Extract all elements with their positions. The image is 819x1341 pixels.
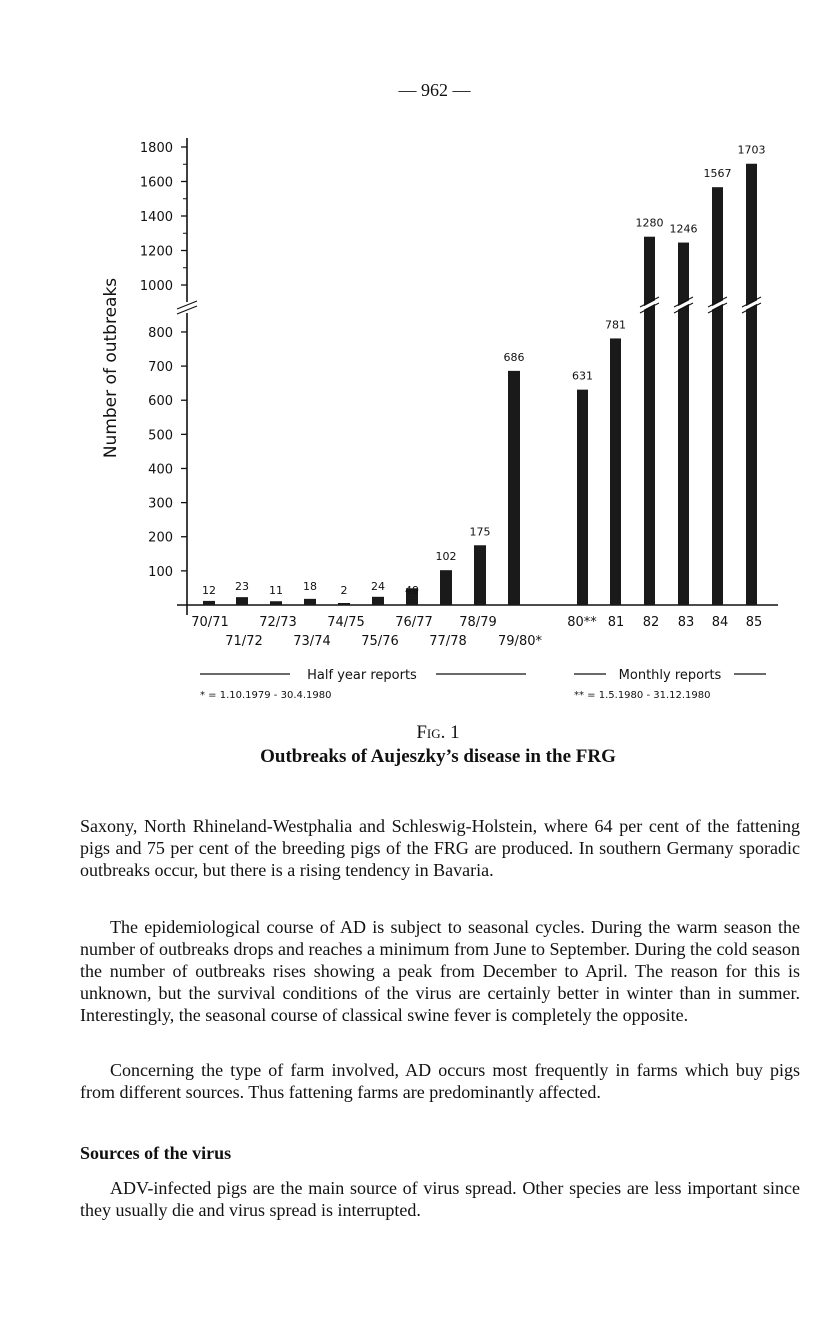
y-tick-label: 500 [148,428,173,444]
y-tick-label: 1000 [139,279,173,294]
data-label-79-80: 686 [503,350,525,364]
paragraph-3: Concerning the type of farm involved, AD occurs most frequently in farms which buy pigs from different sources. Thus fattening farms are predominantly affected. [80,1060,800,1102]
y-tick-label: 600 [148,394,173,410]
y-tick-label: 1600 [139,175,173,191]
data-label-77-78: 102 [435,550,457,564]
figure-label: Fig. 1 [416,722,460,743]
data-label-83: 1246 [669,222,698,236]
data-label-73-74: 18 [303,580,317,593]
data-label-76-77: 49 [405,584,419,597]
y-tick-label: 1200 [139,244,173,260]
x-tick-label-85: 85 [745,615,763,630]
y-tick-label: 100 [148,564,173,580]
data-label-72-73: 11 [269,584,283,597]
bar-78-79 [474,545,486,605]
y-tick-label: 700 [148,360,173,376]
x-tick-label-80: 80** [567,615,597,630]
bar-83 [678,243,689,605]
data-label-78-79: 175 [469,525,491,539]
data-label-75-76: 24 [371,580,385,593]
y-axis-label: Number of outbreaks [101,277,121,459]
data-label-70-71: 12 [202,584,216,597]
x-tick-label-78-79: 78/79 [459,615,497,630]
bar-79-80 [508,371,520,605]
bar-85 [746,164,757,605]
bar-77-78 [440,570,452,605]
bar-72-73 [270,601,282,605]
y-tick-label: 1800 [139,141,173,156]
bar-84 [712,187,723,605]
y-tick-label: 300 [148,496,173,512]
y-tick-label: 200 [148,530,173,546]
bar-80 [577,390,588,605]
section-paragraph: ADV-infected pigs are the main source of virus spread. Other species are less important since they usually die and virus spread is interrupted. [80,1178,800,1220]
paragraph-2: The epidemiological course of AD is subject to seasonal cycles. During the warm season the number of outbreaks drops and reaches a minimum from June to September. During the cold season the number of outbreaks rises showing a peak from December to April. The reason for this is unknown, but the survival conditions of the virus are certainly better in winter than in summer. Interestingly, the seasonal course of classical swine fever is completely the opposite. [80,917,800,1025]
bar-70-71 [203,601,215,605]
x-tick-label-71-72: 71/72 [225,634,263,649]
data-label-81: 781 [605,318,626,332]
x-tick-label-77-78: 77/78 [429,634,467,649]
data-label-71-72: 23 [235,580,249,593]
data-label-82: 1280 [635,216,664,230]
bar-81 [610,338,621,605]
data-label-74-75: 2 [340,584,348,597]
data-label-85: 1703 [737,143,766,157]
bar-73-74 [304,599,316,605]
x-tick-label-75-76: 75/76 [361,634,399,649]
bar-82 [644,237,655,605]
x-tick-label-82: 82 [642,615,660,630]
monthly-reports-label: Monthly reports [618,668,722,683]
x-tick-label-70-71: 70/71 [191,615,229,630]
paragraph-1: Saxony, North Rhineland-Westphalia and Schleswig-Holstein, where 64 per cent of the fattening pigs and 75 per cent of the breeding pigs of the FRG are produced. In southern Germany sporadic outbreaks occur, but there is a rising tendency in Bavaria. [80,816,800,880]
bar-71-72 [236,597,248,605]
x-tick-label-84: 84 [711,615,729,630]
x-tick-label-83: 83 [677,615,695,630]
half-year-reports-label: Half year reports [307,668,417,683]
page-number: — 962 — [398,80,471,100]
x-tick-label-74-75: 74/75 [327,615,365,630]
data-label-80: 631 [572,369,593,383]
y-tick-label: 400 [148,462,173,478]
x-tick-label-79-80: 79/80* [498,634,542,649]
x-tick-label-73-74: 73/74 [293,634,331,649]
x-tick-label-72-73: 72/73 [259,615,297,630]
bar-75-76 [372,597,384,605]
x-tick-label-76-77: 76/77 [395,615,433,630]
figure-title: Outbreaks of Aujeszky’s disease in the FRG [260,746,616,767]
x-tick-label-81: 81 [607,615,625,630]
bar-74-75 [338,603,350,605]
section-heading: Sources of the virus [80,1143,232,1163]
footnote-single-star: * = 1.10.1979 - 30.4.1980 [200,690,332,701]
y-tick-label: 1400 [139,210,173,225]
y-tick-label: 800 [148,325,173,341]
footnote-double-star: ** = 1.5.1980 - 31.12.1980 [574,690,711,701]
data-label-84: 1567 [703,167,732,181]
